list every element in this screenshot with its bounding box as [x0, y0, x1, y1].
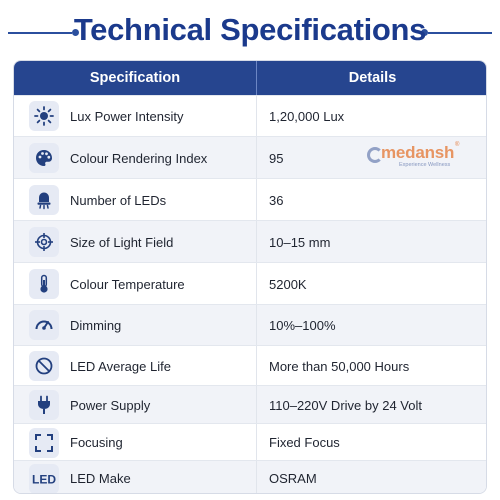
spec-label: Colour Rendering Index	[70, 151, 208, 166]
spec-value: OSRAM	[269, 471, 317, 486]
spec-label: Power Supply	[70, 398, 151, 413]
icon-tile	[29, 464, 59, 494]
spec-value: Fixed Focus	[269, 435, 340, 450]
spec-label: Dimming	[70, 318, 122, 333]
spec-value: 36	[269, 193, 284, 208]
spec-label: Size of Light Field	[70, 235, 174, 250]
table-row	[14, 220, 487, 262]
table-row	[14, 262, 487, 304]
cell-divider	[256, 263, 257, 304]
prohibited-icon	[34, 356, 54, 376]
spec-value: 1,20,000 Lux	[269, 109, 345, 124]
spec-label: LED Make	[70, 471, 131, 486]
icon-tile	[29, 351, 59, 381]
led-text-icon	[32, 472, 56, 486]
icon-tile	[29, 185, 59, 215]
cell-divider	[256, 305, 257, 345]
icon-tile	[29, 101, 59, 131]
watermark-registered-mark: ®	[455, 142, 460, 148]
gauge-icon	[34, 315, 54, 335]
cell-divider	[256, 179, 257, 220]
spec-label: LED Average Life	[70, 359, 171, 374]
title-area	[0, 0, 500, 60]
icon-tile	[29, 428, 59, 458]
thermometer-icon	[34, 274, 54, 294]
sun-icon	[34, 106, 54, 126]
focus-icon	[34, 433, 54, 453]
watermark-brand: medansh	[381, 143, 455, 162]
table-row	[14, 460, 487, 494]
table-row	[14, 95, 487, 136]
icon-tile	[29, 390, 59, 420]
page-title: Technical Specifications	[73, 12, 427, 47]
spec-value: 10–15 mm	[269, 235, 331, 250]
cell-divider	[256, 346, 257, 385]
crosshair-icon	[34, 232, 54, 252]
cell-divider	[256, 461, 257, 494]
cell-divider	[256, 424, 257, 460]
spec-value: 5200K	[269, 277, 307, 292]
icon-tile	[29, 227, 59, 257]
spec-label: Lux Power Intensity	[70, 109, 184, 124]
cell-divider	[256, 386, 257, 423]
table-row	[14, 423, 487, 460]
cell-divider	[256, 221, 257, 262]
spec-value: 110–220V Drive by 24 Volt	[269, 398, 422, 413]
header-specification: Specification	[89, 70, 181, 86]
bulb-icon	[34, 190, 54, 210]
spec-value: 95	[269, 151, 284, 166]
table-row	[14, 304, 487, 345]
table-header	[14, 61, 487, 95]
spec-table	[13, 60, 487, 494]
svg-text:LED: LED	[32, 472, 56, 486]
watermark-tagline: Experience Wellness	[399, 162, 451, 168]
table-row	[14, 385, 487, 423]
palette-icon	[34, 148, 54, 168]
cell-divider	[256, 137, 257, 178]
spec-value: 10%–100%	[269, 318, 336, 333]
icon-tile	[29, 269, 59, 299]
spec-value: More than 50,000 Hours	[269, 359, 410, 374]
plug-icon	[34, 395, 54, 415]
cell-divider	[256, 96, 257, 136]
brand-watermark	[367, 143, 467, 173]
spec-label: Colour Temperature	[70, 277, 185, 292]
header-details: Details	[348, 70, 397, 86]
icon-tile	[29, 143, 59, 173]
spec-label: Number of LEDs	[70, 193, 167, 208]
table-row	[14, 178, 487, 220]
icon-tile	[29, 310, 59, 340]
spec-label: Focusing	[70, 435, 123, 450]
table-row	[14, 345, 487, 385]
